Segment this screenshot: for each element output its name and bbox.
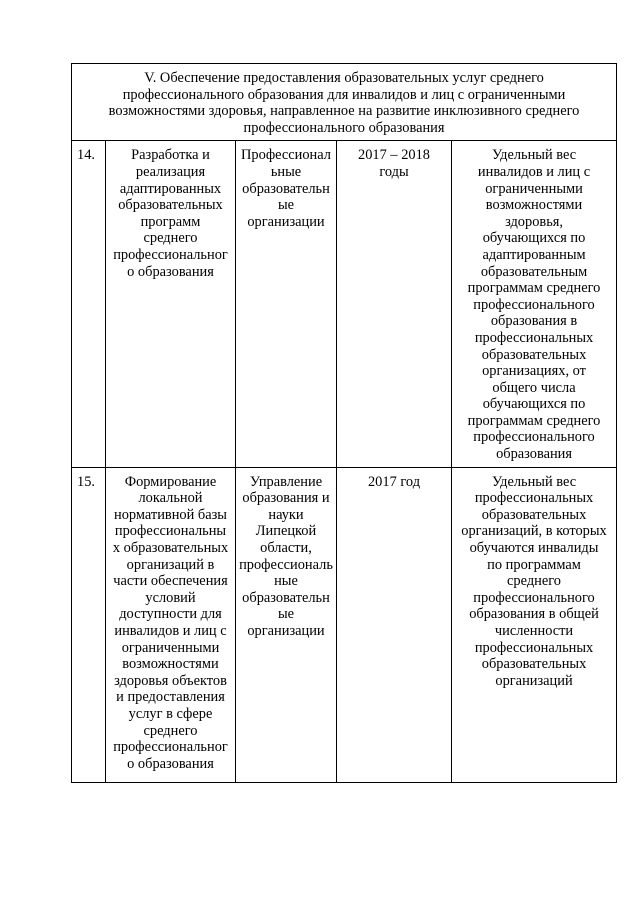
section-title	[72, 64, 617, 141]
section-title-line: V. Обеспечение предоставления образовательных услуг среднего	[144, 70, 544, 86]
task-cell: Разработка и реализация адаптированных образовательных программ среднего профессиональног о образования	[106, 141, 236, 467]
term-cell: 2017 год	[337, 467, 452, 782]
section-title-line: профессионального образования для инвалидов и лиц с ограниченными	[122, 86, 566, 103]
section-title-line: профессионального образования	[243, 119, 445, 136]
executor-cell: Управление образования и науки Липецкой области, профессиональ ные образовательн ые организации	[236, 467, 337, 782]
section-title-line: возможностями здоровья, направленное на развитие инклюзивного среднего	[108, 103, 580, 120]
indicator-cell: Удельный вес инвалидов и лиц с ограниченными возможностями здоровья, обучающихся по адаптированным образовательным программам среднего профессионального образования в профессиональных образовательных организациях, от общего числа обучающихся по программам среднего профессионального образования	[452, 141, 617, 467]
section-header-row	[72, 64, 617, 141]
row-number: 14.	[72, 141, 106, 467]
term-cell: 2017 – 2018 годы	[337, 141, 452, 467]
executor-cell: Профессионал ьные образовательн ые организации	[236, 141, 337, 467]
table-row	[72, 467, 617, 782]
task-cell: Формирование локальной нормативной базы профессиональны х образовательных организаций в части обеспечения условий доступности для инвалидов и лиц с ограниченными возможностями здоровья объектов и предоставления услуг в сфере среднего профессиональног о образования	[106, 467, 236, 782]
measures-table	[71, 63, 617, 783]
indicator-cell: Удельный вес профессиональных образовательных организаций, в которых обучаются инвалиды по программам среднего профессионального образования в общей численности профессиональных образовательных организаций	[452, 467, 617, 782]
row-number: 15.	[72, 467, 106, 782]
table-row	[72, 141, 617, 467]
